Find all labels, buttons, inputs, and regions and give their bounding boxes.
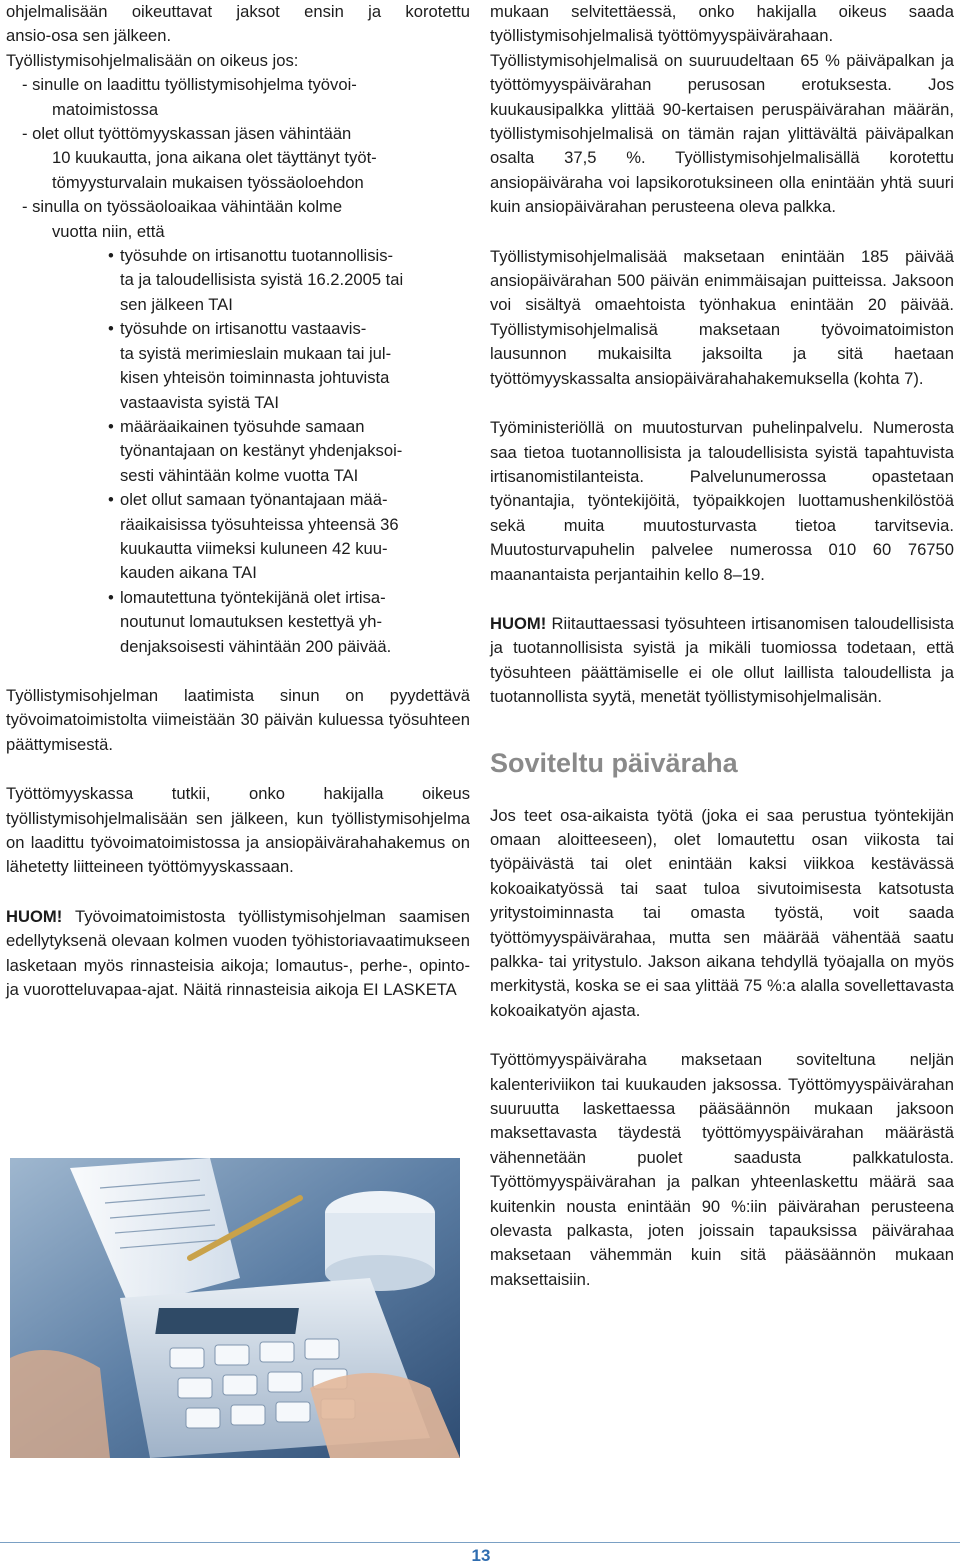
condition-item	[6, 122, 470, 195]
condition-line: - olet ollut työttömyyskassan jäsen vähintään	[22, 124, 352, 144]
intro-line: ansio-osa sen jälkeen.	[6, 26, 172, 46]
paragraph-osa-aika: Jos teet osa-aikaista työtä (joka ei saa perustua työntekijän omaan aloitteeseen), olet lomautettu osan viikosta tai työpäivästä tai olet enintään kaksi viikkoa kestävässä kokoaikatyössä tai saat tuloa sivutoimisesta katsotusta yritystoiminnasta tai omasta työstä, voit saada työttömyyspäivärahaa, mutta sen määrää vähentää saatu palkka- tai yritystulo. Jakson aikana tehdyllä työajalla on myös merkitystä, koska se ei saa ylittää 75 %:a alalla sovellettavasta kokoaikatyön ajasta.	[490, 805, 954, 1020]
paragraph-huom-left	[6, 905, 470, 1003]
bullet-dot-icon: •	[108, 246, 114, 266]
bullet-line: denjaksoisesti vähintään 200 päivää.	[120, 636, 392, 656]
bullet-dot-icon: •	[108, 490, 114, 510]
bullet-item	[6, 244, 470, 317]
condition-line: - sinulle on laadittu työllistymisohjelma työvoi-	[22, 75, 357, 95]
bullet-line: työnantajaan on kestänyt yhdenjaksoi-	[120, 441, 403, 461]
paragraph-sovittelu: Työttömyyspäiväraha maksetaan soviteltuna neljän kalenteriviikon tai kuukauden jaksossa. Työttömyyspäivärahan suuruutta laskettaessa pääsäännön mukaan jaksoon maksettavasta täydestä työttömyyspäivärahan määrästä vähennetään puolet saadusta palkkatulosta. Työttömyyspäivärahan ja palkan yhteenlaskettu määrä saa kuitenkin nousta enintään 90 %:iin päivärahan perusteena olevasta palkasta, joten joissain tapauksissa päivärahaa maksetaan vähemmän kuin sitä pääsäännön mukaan maksettaisiin.	[490, 1050, 954, 1289]
condition-line: vuotta niin, että	[52, 221, 165, 241]
paragraph-laatiminen: Työllistymisohjelman laatimista sinun on pyydettävä työvoimatoimistolta viimeistään 30 päivän kuluessa työsuhteen päättymisestä.	[6, 685, 470, 754]
condition-item	[6, 73, 470, 122]
condition-line: matoimistossa	[52, 99, 159, 119]
right-column	[490, 0, 954, 1292]
condition-line: 10 kuukautta, jona aikana olet täyttänyt työt-	[52, 148, 377, 168]
bullet-line: kisen yhteisön toiminnasta johtuvista	[120, 368, 390, 388]
condition-line: tömyysturvalain mukaisen työssäoloehdon	[52, 172, 364, 192]
condition-line: - sinulla on työssäoloaikaa vähintään kolme	[22, 197, 343, 217]
paragraph-kassa: Työttömyyskassa tutkii, onko hakijalla oikeus työllistymisohjelmalisään sen jälkeen, kun työllistymisohjelma on laadittu työvoimatoimistossa ja ansiopäivärahahakemus on lähetetty liitteineen työttömyyskassaan.	[6, 784, 470, 877]
paragraph-suuruus: Työllistymisohjelmalisä on suuruudeltaan 65 % päiväpalkan ja työttömyyspäivärahan perusosan erotuksesta. Jos kuukausipalkka ylittää 90-kertaisen peruspäivärahan määrän, työllistymisohjelmalisä on tämän rajan ylittävältä päiväpalkan osalta 37,5 %. Työllistymisohjelmalisällä korotettu ansiopäiväraha voi lapsikorotuksineen olla enintään yhtä suuri kuin ansiopäivärahan perusteena oleva palkka.	[490, 50, 954, 217]
bullet-dot-icon: •	[108, 416, 114, 436]
bullet-line: olet ollut samaan työnantajaan mää-	[120, 490, 388, 510]
condition-item	[6, 195, 470, 244]
bullet-line: ta ja taloudellisista syistä 16.2.2005 tai	[120, 270, 404, 290]
huom-text: Riitauttaessasi työsuhteen irtisanomisen taloudellisista ja tuotannollisista syistä ja mikäli tuomiossa todetaan, että työsuhteen päättämiselle ei ole ollut laillista taloudellista ja tuotannollista syytä, menetät työllistymisohjelmalisän.	[490, 613, 954, 707]
intro-line: ohjelmalisään oikeuttavat jaksot ensin ja korotettu	[6, 2, 470, 21]
paragraph-kesto: Työllistymisohjelmalisää maksetaan enintään 185 päivää ansiopäivärahan 500 päivän enimmäisajan puitteissa. Jaksoon voi sisältyä omaehtoista työnhakua enintään 20 päivää. Työllistymisohjelmalisä maksetaan työvoimatoimiston lausunnon mukaisilta jaksoilta ja sitä haetaan työttömyyskassalta ansiopäivärahahakemuksella (kohta 7).	[490, 246, 954, 388]
bullet-item	[6, 488, 470, 586]
bullet-line: määräaikainen työsuhde samaan	[120, 416, 365, 436]
page-number: 13	[471, 1546, 491, 1565]
conditions-heading: Työllistymisohjelmalisään on oikeus jos:	[6, 50, 299, 70]
bullet-line: vastaavista syistä TAI	[120, 392, 279, 412]
paragraph-continued: mukaan selvitettäessä, onko hakijalla oikeus saada työllistymisohjelmalisä työttömyyspäivärahaan.	[490, 2, 954, 46]
huom-label: HUOM!	[6, 906, 63, 926]
bullet-item	[6, 415, 470, 488]
paragraph-puhelinpalvelu: Työministeriöllä on muutosturvan puhelinpalvelu. Numerosta saa tietoa tuotannollisista ja taloudellisista syistä tapahtuvista irtisanomistilanteista. Palvelunumerossa opastetaan työnantajia, työntekijöitä, työpaikkojen luottamushenkilöstöä sekä muita muutosturvasta tietoa tarvitsevia. Muutosturvapuhelin palvelee numerossa 010 60 76750 maanantaista perjantaihin kello 8–19.	[490, 418, 954, 584]
paragraph-huom-right	[490, 612, 954, 710]
bullet-dot-icon: •	[108, 319, 114, 339]
bullet-line: kuukautta viimeksi kuluneen 42 kuu-	[120, 538, 388, 558]
bullet-line: noutunut lomautuksen kestettyä yh-	[120, 612, 382, 632]
calculator-photo	[10, 1158, 460, 1458]
bullet-line: ta syistä merimieslain mukaan tai jul-	[120, 343, 392, 363]
section-heading: Soviteltu päiväraha	[490, 747, 738, 778]
intro-paragraph	[6, 0, 470, 49]
bullet-line: työsuhde on irtisanottu tuotannollisis-	[120, 246, 394, 266]
huom-text: Työvoimatoimistosta työllistymisohjelman saamisen edellytyksenä olevaan kolmen vuoden työhistoriavaatimukseen lasketaan myös rinnasteisia aikoja; lomautus-, perhe-, opinto- ja vuorotteluvapaa-ajat. Näitä rinnasteisia aikoja EI LASKETA	[6, 906, 470, 1000]
bullet-line: lomautettuna työntekijänä olet irtisa-	[120, 587, 386, 607]
huom-label: HUOM!	[490, 613, 547, 633]
bullet-line: sesti vähintään kolme vuotta TAI	[120, 465, 359, 485]
bullet-line: sen jälkeen TAI	[120, 294, 233, 314]
bullet-dot-icon: •	[108, 587, 114, 607]
left-column	[6, 0, 470, 1002]
bullet-line: räaikaisissa työsuhteissa yhteensä 36	[120, 514, 399, 534]
footer-divider	[0, 1542, 960, 1543]
bullet-item	[6, 586, 470, 659]
bullet-item	[6, 317, 470, 415]
calculator-photo-icon	[10, 1158, 460, 1458]
bullet-line: kauden aikana TAI	[120, 563, 257, 583]
bullet-line: työsuhde on irtisanottu vastaavis-	[120, 319, 367, 339]
